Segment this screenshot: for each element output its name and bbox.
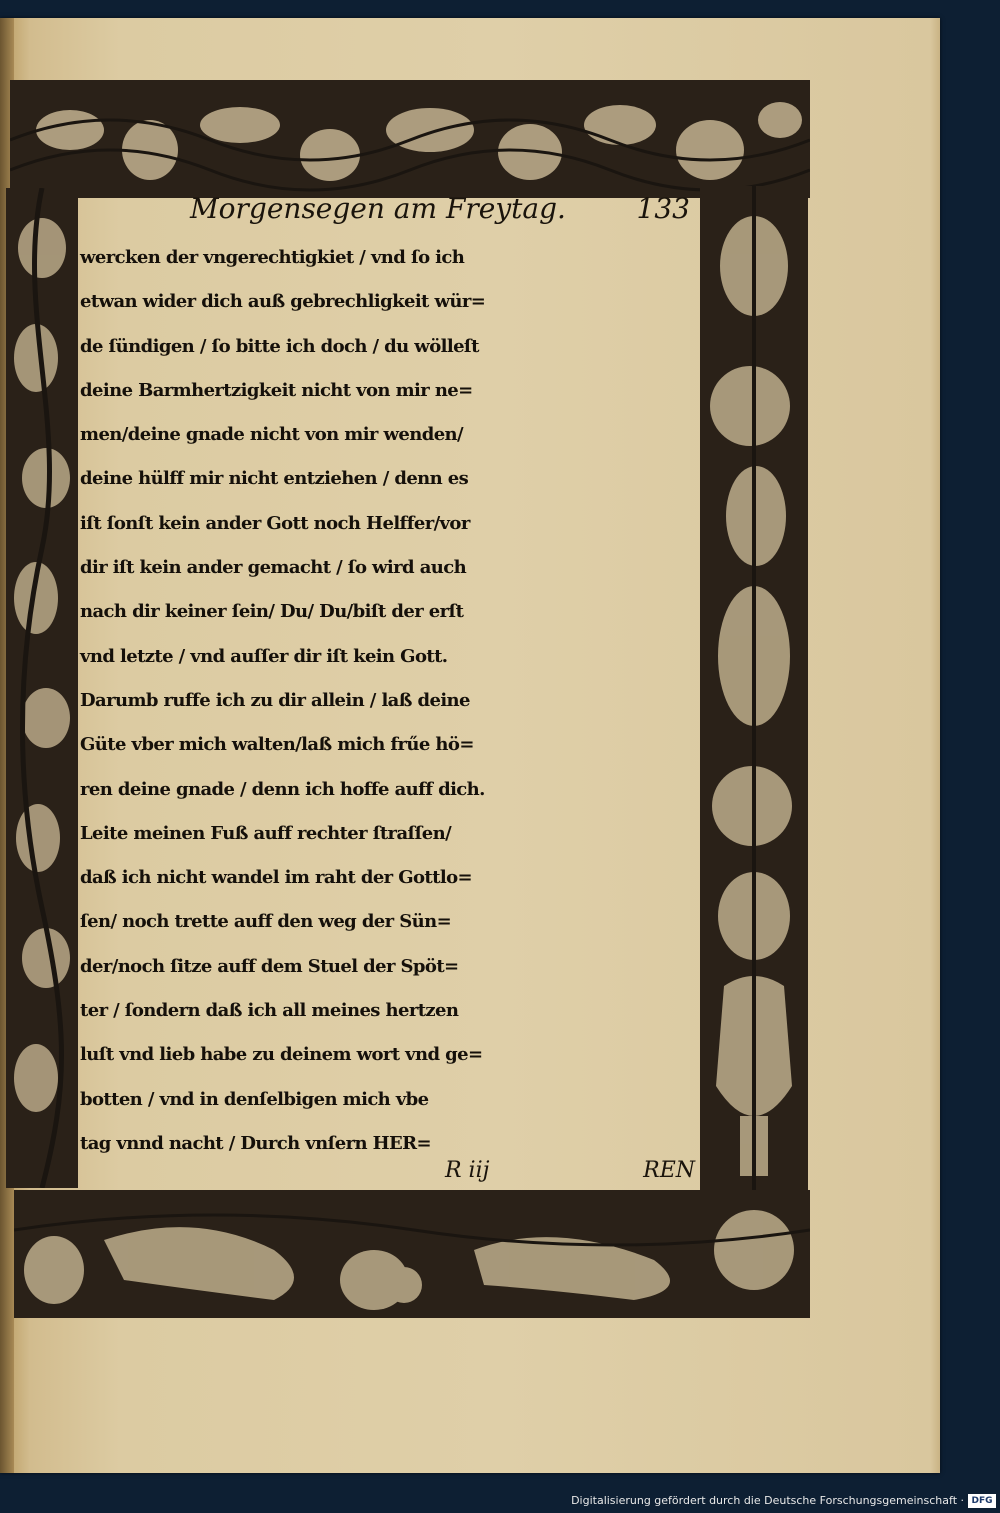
- text-line: Darumb ruffe ich zu dir allein / laß deine: [80, 689, 470, 711]
- text-line: tag vnnd nacht / Durch vnſern HER=: [80, 1132, 431, 1154]
- text-line: Leite meinen Fuß auff rechter ſtraſſen/: [80, 822, 452, 844]
- page-header: [190, 192, 690, 232]
- signature-line: [445, 1158, 695, 1188]
- text-line: wercken der vngerechtigkiet / vnd ſo ich: [80, 247, 465, 268]
- book-page: [0, 18, 940, 1473]
- signature-mark: R iij: [445, 1158, 490, 1183]
- text-line: botten / vnd in denſelbigen mich vbe: [80, 1088, 429, 1110]
- text-line: de ſündigen / ſo bitte ich doch / du wölleſt: [80, 335, 479, 357]
- dfg-logo-icon: DFG: [968, 1494, 996, 1508]
- woodcut-border-right: [700, 186, 808, 1196]
- text-line: etwan wider dich auß gebrechligkeit wür=: [80, 291, 486, 313]
- prayer-text-block: [80, 236, 700, 1166]
- text-line: vnd letzte / vnd auſſer dir iſt kein Gott.: [80, 645, 448, 667]
- page-number: 133: [636, 192, 690, 225]
- text-line: daß ich nicht wandel im raht der Gottlo=: [80, 867, 472, 889]
- text-line: deine Barmhertzigkeit nicht von mir ne=: [80, 379, 473, 401]
- text-line: der/noch ſitze auff dem Stuel der Spöt=: [80, 955, 459, 977]
- woodcut-border-left: [6, 188, 78, 1188]
- text-line: dir iſt kein ander gemacht / ſo wird auch: [80, 557, 467, 579]
- funding-credit: Digitalisierung gefördert durch die Deutsche Forschungsgemeinschaft ·: [571, 1494, 964, 1507]
- text-line: Güte vber mich walten/laß mich frűe hö=: [80, 734, 474, 756]
- catchword: REN: [643, 1158, 695, 1183]
- viewer-footer: [0, 1491, 1000, 1513]
- woodcut-border-bottom: [14, 1190, 810, 1318]
- text-line: luſt vnd lieb habe zu deinem wort vnd ge=: [80, 1044, 483, 1066]
- running-title: Morgensegen am Freytag.: [190, 192, 566, 225]
- text-line: iſt ſonſt kein ander Gott noch Helffer/vor: [80, 512, 470, 534]
- text-line: ren deine gnade / denn ich hoffe auff dich.: [80, 778, 485, 800]
- text-line: nach dir keiner ſein/ Du/ Du/biſt der erſt: [80, 601, 464, 623]
- text-line: ter / ſondern daß ich all meines hertzen: [80, 1000, 459, 1022]
- woodcut-border-top: [10, 80, 810, 198]
- text-line: ſen/ noch trette auff den weg der Sün=: [80, 911, 452, 933]
- text-line: men/deine gnade nicht von mir wenden/: [80, 424, 464, 446]
- text-line: deine hülff mir nicht entziehen / denn es: [80, 468, 469, 490]
